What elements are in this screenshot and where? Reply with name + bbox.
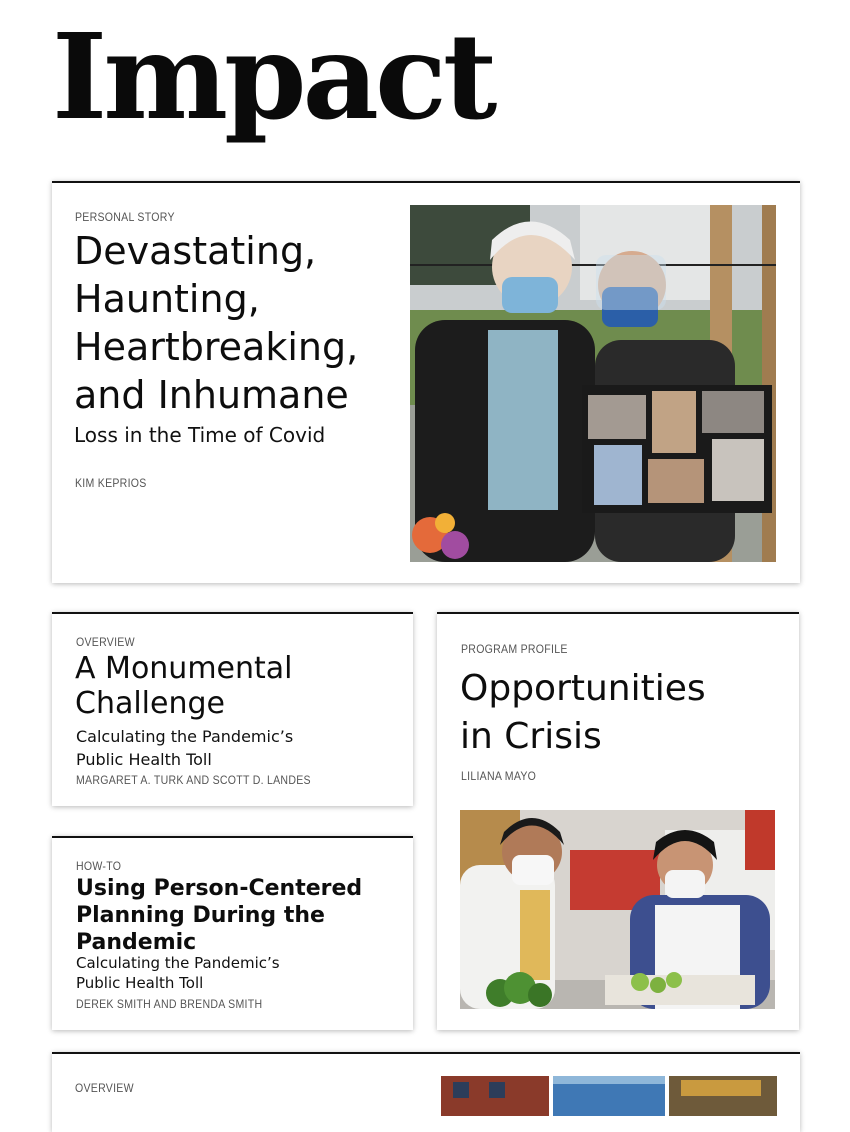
- howto-title-line: Using Person-Centered: [76, 876, 363, 901]
- bottom-photo-strip[interactable]: [441, 1076, 777, 1116]
- bottom-photo-image: [441, 1076, 777, 1116]
- howto-title[interactable]: [76, 875, 362, 956]
- howto-card[interactable]: [52, 836, 413, 1030]
- howto-subtitle: [76, 953, 280, 993]
- profile-author: LILIANA MAYO: [461, 769, 537, 783]
- feature-photo[interactable]: [410, 205, 776, 562]
- overview-title-line: A Monumental: [75, 651, 293, 686]
- howto-title-line: Pandemic: [76, 930, 197, 955]
- howto-subtitle-line: Public Health Toll: [76, 974, 204, 992]
- program-profile-card[interactable]: [437, 612, 799, 1030]
- overview-title[interactable]: [75, 651, 293, 721]
- overview-subtitle-line: Calculating the Pandemic’s: [76, 727, 294, 746]
- feature-title[interactable]: [74, 227, 404, 419]
- feature-photo-image: [410, 205, 776, 562]
- overview-kicker: OVERVIEW: [76, 635, 135, 649]
- feature-kicker: PERSONAL STORY: [75, 210, 175, 224]
- overview-title-line: Challenge: [75, 686, 225, 721]
- feature-story-card[interactable]: [52, 181, 800, 583]
- feature-title-line: Devastating,: [74, 229, 317, 273]
- profile-kicker: PROGRAM PROFILE: [461, 642, 568, 656]
- profile-photo[interactable]: [460, 810, 775, 1009]
- magazine-masthead: Impact: [52, 7, 494, 146]
- feature-title-line: Haunting,: [74, 277, 260, 321]
- profile-title-line: Opportunities: [460, 668, 706, 709]
- howto-subtitle-line: Calculating the Pandemic’s: [76, 954, 280, 972]
- profile-photo-image: [460, 810, 775, 1009]
- profile-title[interactable]: [460, 665, 706, 761]
- overview-card[interactable]: [52, 612, 413, 806]
- overview-subtitle: [76, 725, 293, 771]
- overview-subtitle-line: Public Health Toll: [76, 750, 212, 769]
- bottom-overview-card[interactable]: [52, 1052, 800, 1132]
- feature-subtitle: Loss in the Time of Covid: [74, 423, 326, 447]
- howto-author: DEREK SMITH AND BRENDA SMITH: [76, 997, 263, 1011]
- bottom-kicker: OVERVIEW: [75, 1081, 134, 1095]
- overview-author: MARGARET A. TURK AND SCOTT D. LANDES: [76, 773, 311, 787]
- howto-kicker: HOW-TO: [76, 859, 122, 873]
- feature-title-line: and Inhumane: [74, 373, 349, 417]
- feature-title-line: Heartbreaking,: [74, 325, 359, 369]
- howto-title-line: Planning During the: [76, 903, 325, 928]
- feature-author: KIM KEPRIOS: [75, 476, 147, 490]
- profile-title-line: in Crisis: [460, 716, 602, 757]
